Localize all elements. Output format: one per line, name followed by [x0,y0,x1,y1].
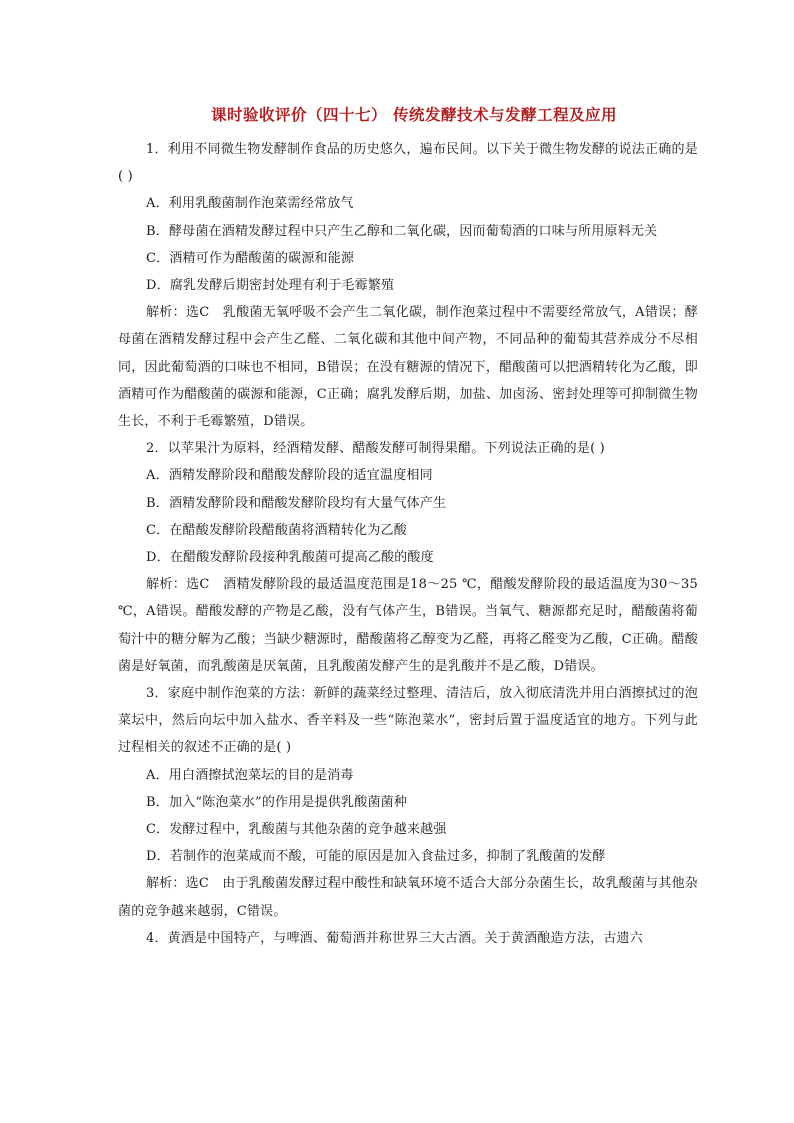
option-a: A．用白酒擦拭泡菜坛的目的是消毒 [146,767,354,783]
option-b: B．酵母菌在酒精发酵过程中只产生乙醇和二氧化碳，因而葡萄酒的口味与所用原料无关 [146,223,658,239]
page-title: 课时验收评价（四十七） 传统发酵技术与发酵工程及应用 [211,105,617,124]
question-2 [118,435,698,680]
option-d: D．若制作的泡菜咸而不酸，可能的原因是加入食盐过多，抑制了乳酸菌的发酵 [146,849,606,865]
question-4 [118,925,698,952]
option-d: D．在醋酸发酵阶段接种乳酸菌可提高乙酸的酸度 [146,550,434,566]
question-stem: 2．以苹果汁为原料，经酒精发酵、醋酸发酵可制得果醋。下列说法正确的是( ) [146,441,605,457]
option-c: C．发酵过程中，乳酸菌与其他杂菌的竞争越来越强 [146,822,447,838]
question-stem: 1．利用不同微生物发酵制作食品的历史悠久，遍布民间。以下关于微生物发酵的说法正确的是( ) [118,142,698,185]
analysis: 解析：选C 酒精发酵阶段的最适温度范围是18～25 ℃，醋酸发酵阶段的最适温度为30～35 ℃，A错误。醋酸发酵的产物是乙酸，没有气体产生，B错误。当氧气、糖源都充足时，醋酸菌将葡萄汁中的糖分解为乙酸；当缺少糖源时，醋酸菌将乙醇变为乙醛，再将乙醛变为乙酸，C正确。醋酸菌是好氧菌，而乳酸菌是厌氧菌，且乳酸菌发酵产生的是乳酸并不是乙酸，D错误。 [118,577,698,674]
option-a: A．酒精发酵阶段和醋酸发酵阶段的适宜温度相同 [146,468,433,484]
option-b: B．加入“陈泡菜水”的作用是提供乳酸菌菌种 [146,794,408,810]
question-stem: 4．黄酒是中国特产，与啤酒、葡萄酒并称世界三大古酒。关于黄酒酿造方法，古遗六 [146,930,643,946]
analysis: 解析：选C 由于乳酸菌发酵过程中酸性和缺氧环境不适合大部分杂菌生长，故乳酸菌与其他杂菌的竞争越来越弱，C错误。 [118,876,698,919]
option-b: B．酒精发酵阶段和醋酸发酵阶段均有大量气体产生 [146,495,447,511]
question-1 [118,136,698,435]
option-a: A．利用乳酸菌制作泡菜需经常放气 [146,196,354,212]
question-3 [118,680,698,925]
option-c: C．在醋酸发酵阶段醋酸菌将酒精转化为乙酸 [146,522,407,538]
question-stem: 3．家庭中制作泡菜的方法：新鲜的蔬菜经过整理、清洁后，放入彻底清洗并用白酒擦拭过的泡菜坛中，然后向坛中加入盐水、香辛料及一些“陈泡菜水”，密封后置于温度适宜的地方。下列与此过程相关的叙述不正确的是( ) [118,686,698,756]
option-c: C．酒精可作为醋酸菌的碳源和能源 [146,250,355,266]
option-d: D．腐乳发酵后期密封处理有利于毛霉繁殖 [146,278,395,294]
analysis: 解析：选C 乳酸菌无氧呼吸不会产生二氧化碳，制作泡菜过程中不需要经常放气，A错误；酵母菌在酒精发酵过程中会产生乙醛、二氧化碳和其他中间产物，不同品种的葡萄其营养成分不尽相同，因此葡萄酒的口味也不相同，B错误；在没有糖源的情况下，醋酸菌可以把酒精转化为乙酸，即酒精可作为醋酸菌的碳源和能源，C正确；腐乳发酵后期，加盐、加卤汤、密封处理等可抑制微生物生长，不利于毛霉繁殖，D错误。 [118,305,698,430]
